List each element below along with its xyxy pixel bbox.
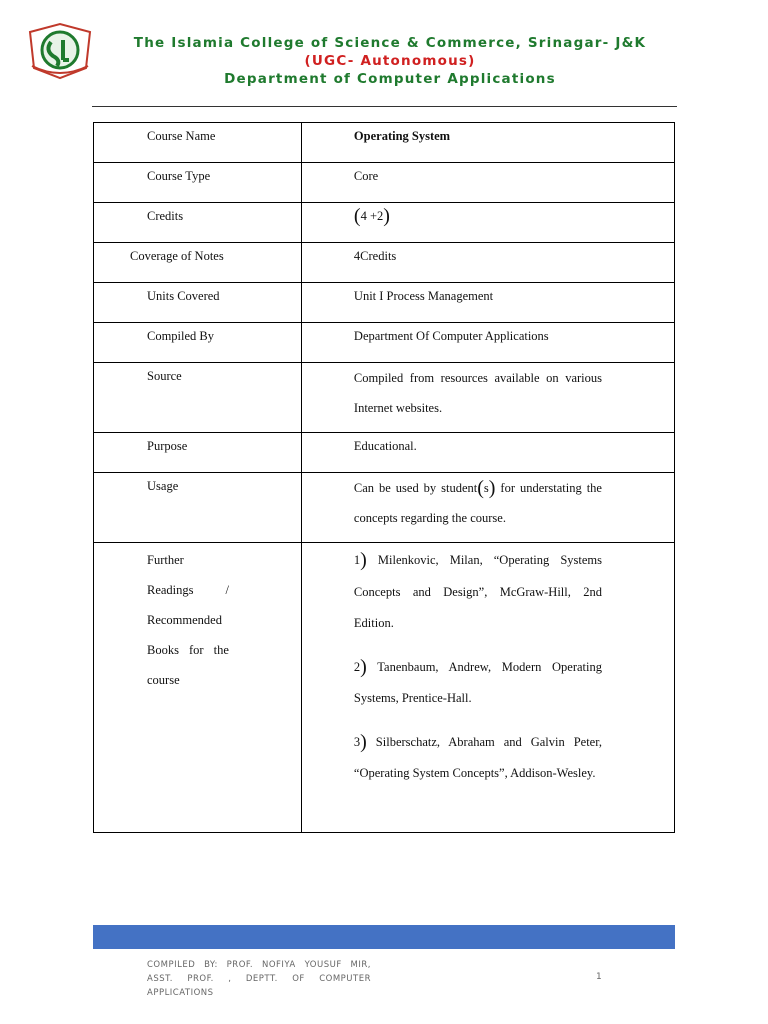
college-logo <box>24 22 96 80</box>
purpose-label: Purpose <box>147 439 188 453</box>
table-row <box>94 243 675 283</box>
units-value: Unit I Process Management <box>353 289 494 303</box>
page-number: 1 <box>596 972 602 982</box>
table-row <box>94 363 675 433</box>
reference-item: 3) Silberschatz, Abraham and Galvin Peter, “Operating System Concepts”, Addison-Wesley. <box>353 730 602 780</box>
college-name: The Islamia College of Science & Commerce, Srinagar- J&K <box>133 35 647 51</box>
usage-label: Usage <box>147 479 179 493</box>
compiled-by-label: Compiled By <box>147 329 215 343</box>
table-row <box>94 283 675 323</box>
table-row <box>94 323 675 363</box>
source-label: Source <box>147 369 182 383</box>
course-type-label: Course Type <box>147 169 211 183</box>
units-label: Units Covered <box>147 289 220 303</box>
reference-item: 1) Milenkovic, Milan, “Operating Systems Concepts and Design”, McGraw-Hill, 2nd Edition. <box>353 549 603 630</box>
course-type-value: Core <box>353 169 379 183</box>
table-row <box>94 543 675 833</box>
table-row <box>94 163 675 203</box>
table-row <box>94 123 675 163</box>
credits-label: Credits <box>147 209 184 223</box>
reference-item: 2) Tanenbaum, Andrew, Modern Operating Systems, Prentice-Hall. <box>353 655 603 705</box>
credits-value: 4 +2 <box>360 209 384 223</box>
coverage-label: Coverage of Notes <box>130 249 224 263</box>
document-header <box>100 34 680 88</box>
header-divider <box>92 106 677 107</box>
table-row <box>94 433 675 473</box>
table-row: Credits (4 +2) <box>94 203 675 243</box>
autonomous-status: (UGC- Autonomous) <box>304 53 476 69</box>
course-name-label: Course Name <box>147 129 216 143</box>
compiled-by-value: Department Of Computer Applications <box>353 329 549 343</box>
coverage-value: 4Credits <box>353 249 397 263</box>
course-name-value: Operating System <box>353 129 451 143</box>
source-value: Compiled from resources available on various Internet websites. <box>353 371 602 415</box>
further-readings-label: Further Readings / Recommended Books for the course <box>147 553 229 687</box>
table-row <box>94 473 675 543</box>
purpose-value: Educational. <box>353 439 417 453</box>
course-info-table <box>93 122 675 833</box>
references-cell <box>301 543 674 833</box>
usage-value: Can be used by student(s) for understating the concepts regarding the course. <box>353 477 602 525</box>
footer-compiled-by: COMPILED BY: PROF. NOFIYA YOUSUF MIR, ASST. PROF. , DEPTT. OF COMPUTER APPLICATIONS <box>147 960 371 998</box>
department-name: Department of Computer Applications <box>224 71 556 87</box>
footer-bar <box>93 925 675 949</box>
